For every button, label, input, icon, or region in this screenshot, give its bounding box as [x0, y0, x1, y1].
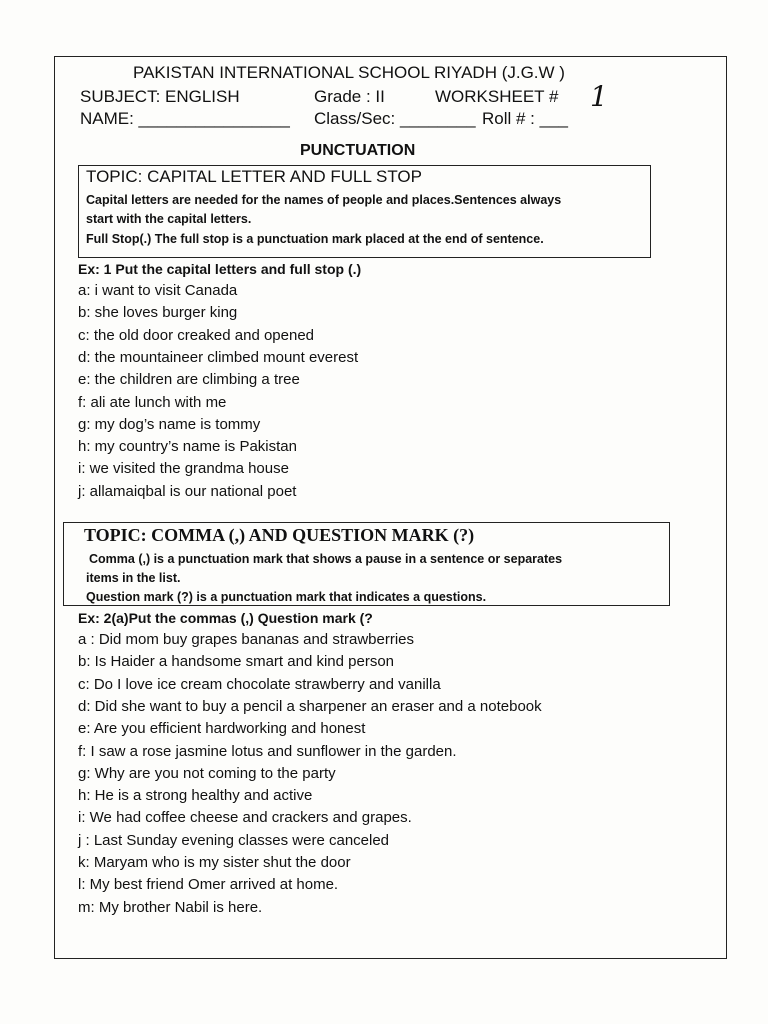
topic-note-line: Full Stop(.) The full stop is a punctuation mark placed at the end of sentence.: [86, 232, 544, 246]
subject-label: SUBJECT: ENGLISH: [80, 87, 240, 106]
exercise-item: a: i want to visit Canada: [78, 282, 238, 299]
grade-label: Grade : II: [314, 87, 385, 106]
exercise-item: f: ali ate lunch with me: [78, 393, 227, 411]
exercise-item: g: Why are you not coming to the party: [78, 764, 336, 782]
exercise-item: h: my country’s name is Pakistan: [78, 438, 297, 456]
topic-note-line: start with the capital letters.: [86, 212, 252, 226]
exercise-1-title: Ex: 1 Put the capital letters and full stop (.): [78, 261, 362, 277]
school-name: PAKISTAN INTERNATIONAL SCHOOL RIYADH (J.G.W ): [133, 63, 565, 82]
topic-box-comma-question: [63, 522, 670, 606]
exercise-item: m: My brother Nabil is here.: [78, 898, 263, 916]
exercise-item: l: My best friend Omer arrived at home.: [78, 876, 339, 894]
exercise-item: c: the old door creaked and opened: [78, 326, 315, 344]
topic-note-line: Comma (,) is a punctuation mark that shows a pause in a sentence or separates: [89, 552, 563, 566]
exercise-item: a : Did mom buy grapes bananas and strawberries: [78, 631, 415, 648]
exercise-item: h: He is a strong healthy and active: [78, 787, 313, 805]
topic-note-line: Capital letters are needed for the names of people and places.Sentences always: [86, 193, 562, 207]
exercise-2-title: Ex: 2(a)Put the commas (,) Question mark (?: [78, 610, 373, 626]
exercise-item: d: the mountaineer climbed mount everest: [78, 348, 359, 366]
exercise-item: e: Are you efficient hardworking and honest: [78, 720, 366, 738]
topic-heading-capital-letters: TOPIC: CAPITAL LETTER AND FULL STOP: [86, 167, 422, 186]
class-sec-field: Class/Sec: ________: [314, 109, 476, 128]
exercise-item: i: we visited the grandma house: [78, 460, 289, 478]
exercise-item: b: Is Haider a handsome smart and kind person: [78, 653, 395, 671]
exercise-item: i: We had coffee cheese and crackers and grapes.: [78, 809, 412, 827]
exercise-item: k: Maryam who is my sister shut the door: [78, 854, 351, 871]
worksheet-label: WORKSHEET #: [435, 87, 559, 106]
roll-field: Roll # : ___: [482, 109, 568, 128]
topic-heading-comma-question: TOPIC: COMMA (,) AND QUESTION MARK (?): [84, 525, 475, 545]
exercise-item: f: I saw a rose jasmine lotus and sunflower in the garden.: [78, 742, 457, 760]
exercise-item: g: my dog’s name is tommy: [78, 415, 261, 433]
exercise-item: j: allamaiqbal is our national poet: [78, 482, 297, 500]
topic-box-capital-letters: [78, 165, 651, 258]
exercise-item: j : Last Sunday evening classes were canceled: [78, 831, 390, 849]
exercise-item: d: Did she want to buy a pencil a sharpener an eraser and a notebook: [78, 697, 542, 715]
exercise-item: c: Do I love ice cream chocolate strawberry and vanilla: [78, 675, 441, 693]
topic-note-line: Question mark (?) is a punctuation mark that indicates a questions.: [86, 590, 487, 604]
page-title: PUNCTUATION: [300, 142, 416, 159]
worksheet-number: 1: [590, 80, 608, 113]
name-field: NAME: ________________: [80, 109, 290, 128]
exercise-item: b: she loves burger king: [78, 304, 238, 322]
exercise-item: e: the children are climbing a tree: [78, 371, 300, 389]
topic-note-line: items in the list.: [86, 571, 181, 585]
